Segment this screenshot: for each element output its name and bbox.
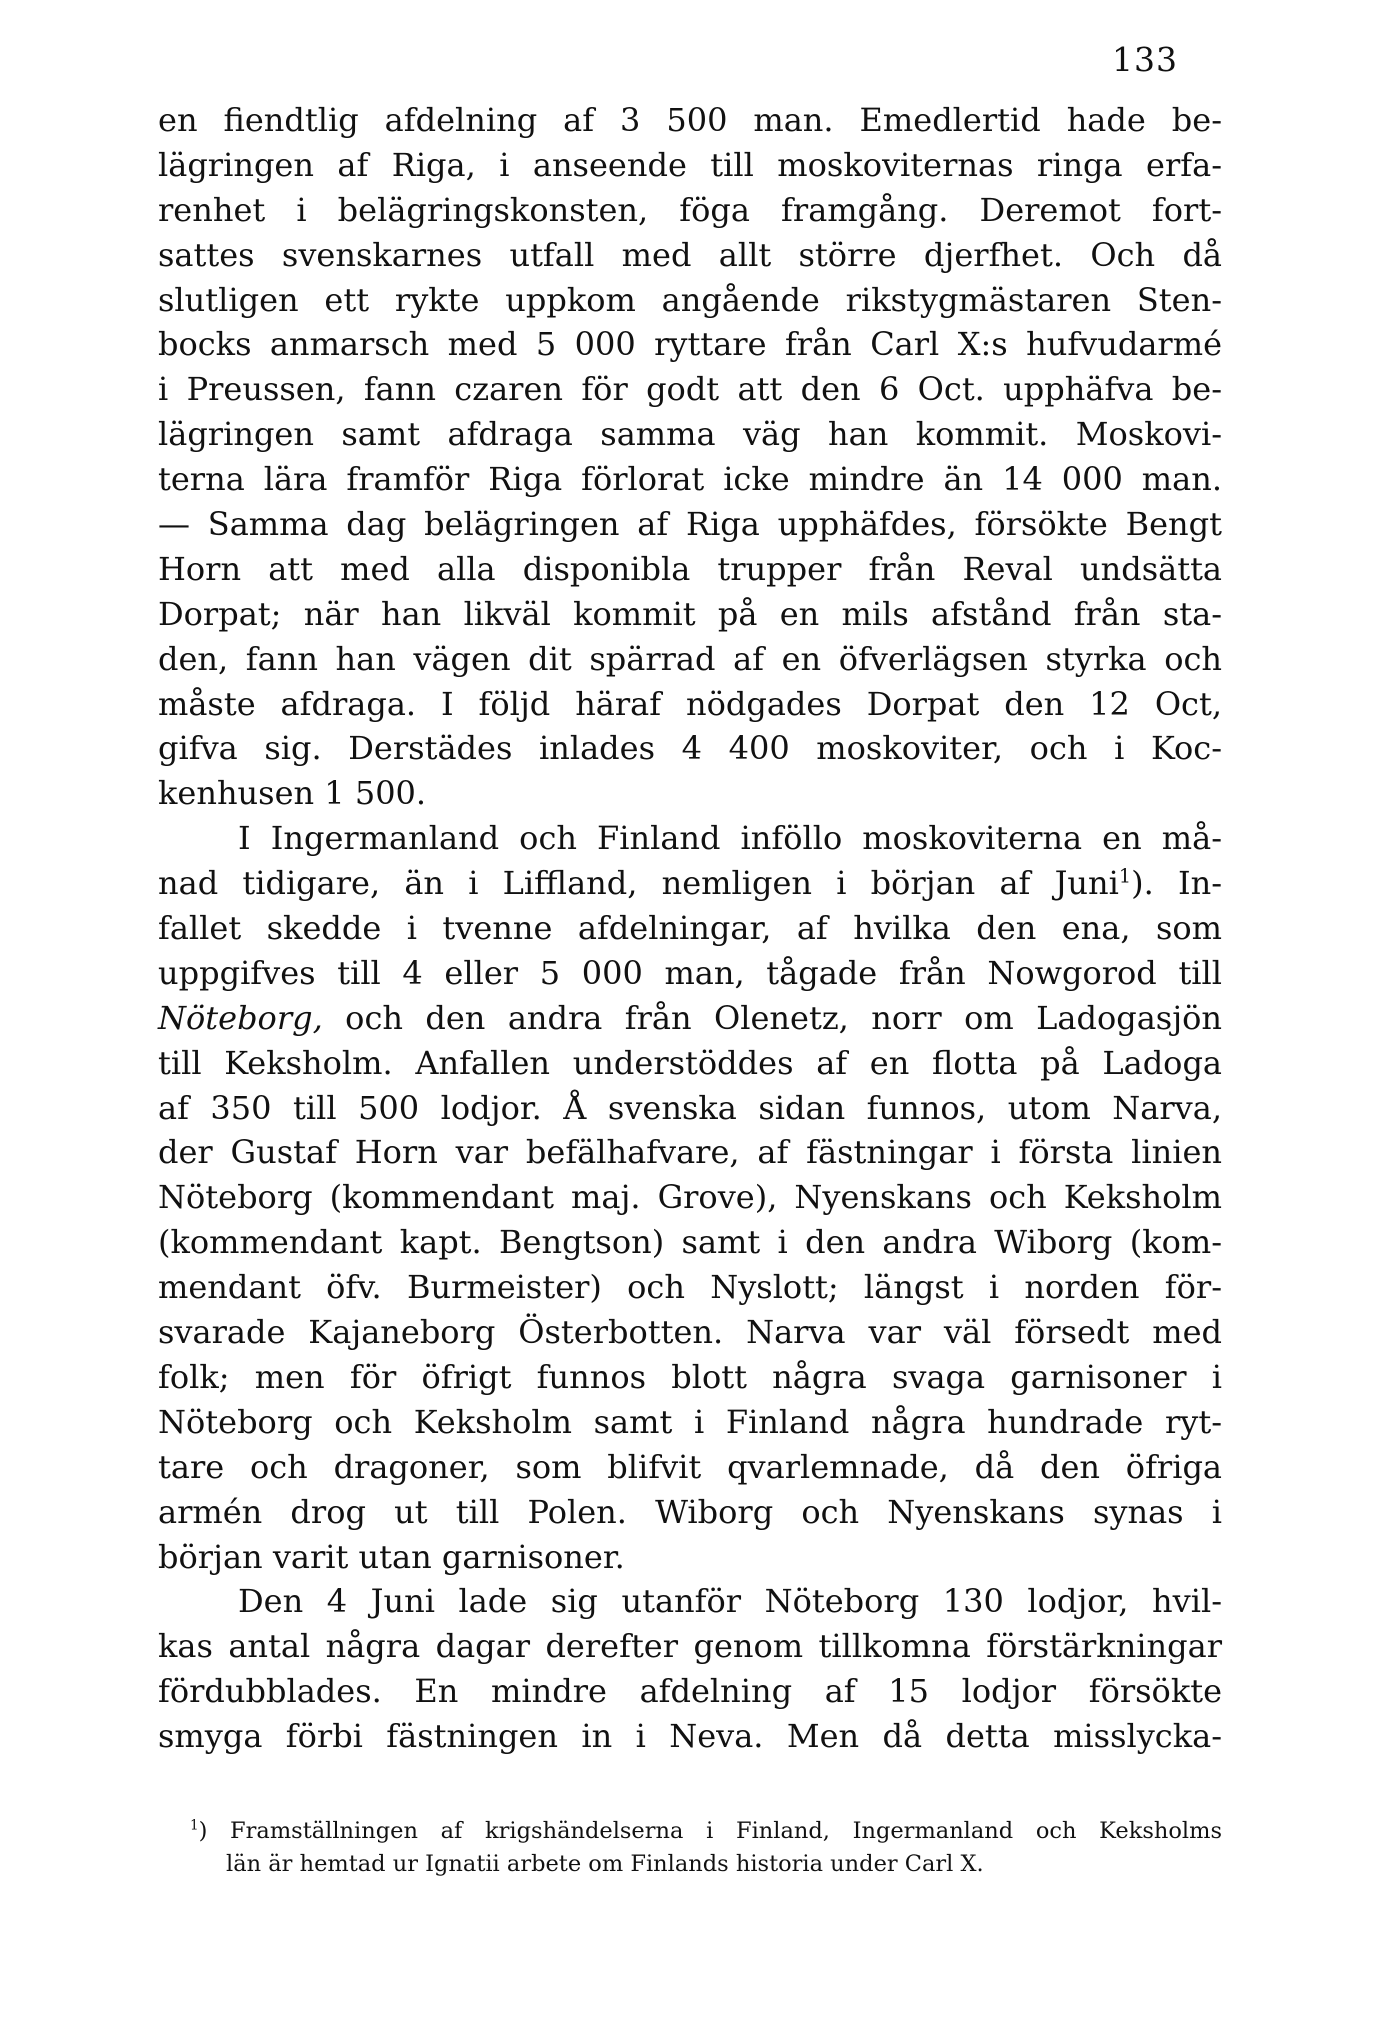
text-line: I Ingermanland och Finland inföllo moskoviterna en må- — [238, 819, 1222, 858]
text-line: Horn att med alla disponibla trupper från Reval undsätta — [158, 549, 1222, 588]
footnote-line — [190, 1815, 1222, 1848]
page-number: 133 — [1112, 40, 1178, 79]
italic-place-name: Nöteborg, — [158, 998, 323, 1037]
text-line: till Keksholm. Anfallen understöddes af en flotta på Ladoga — [158, 1043, 1222, 1082]
text-run: ). In- — [1131, 864, 1223, 903]
text-line: måste afdraga. I följd häraf nödgades Dorpat den 12 Oct, — [158, 684, 1222, 723]
footnote-line: län är hemtad ur Ignatii arbete om Finlands historia under Carl X. — [226, 1851, 984, 1877]
text-line: kas antal några dagar derefter genom tillkomna förstärkningar — [158, 1627, 1222, 1666]
text-line: Nöteborg (kommendant maj. Grove), Nyenskans och Keksholm — [158, 1178, 1222, 1217]
text-line: slutligen ett rykte uppkom angående rikstygmästaren Sten- — [158, 280, 1222, 319]
text-line: — Samma dag belägringen af Riga upphäfdes, försökte Bengt — [158, 505, 1222, 544]
footnotes — [190, 1815, 1222, 1881]
text-line: Den 4 Juni lade sig utanför Nöteborg 130 lodjor, hvil- — [238, 1582, 1222, 1621]
text-line: Nöteborg och Keksholm samt i Finland några hundrade ryt- — [158, 1402, 1222, 1441]
text-line: fallet skedde i tvenne afdelningar, af hvilka den ena, som — [158, 909, 1222, 948]
text-line: armén drog ut till Polen. Wiborg och Nyenskans synas i — [158, 1492, 1222, 1531]
text-line: terna lära framför Riga förlorat icke mindre än 14 000 man. — [158, 460, 1222, 499]
footnote-marker: 1 — [190, 1817, 199, 1834]
text-line — [158, 996, 1222, 1041]
text-line: folk; men för öfrigt funnos blott några svaga garnisoner i — [158, 1357, 1222, 1396]
text-line: kenhusen 1 500. — [158, 774, 427, 813]
text-line: en fiendtlig afdelning af 3 500 man. Emedlertid hade be- — [158, 101, 1222, 139]
text-line: gifva sig. Derstädes inlades 4 400 moskoviter, och i Koc- — [158, 729, 1222, 768]
text-line: af 350 till 500 lodjor. Å svenska sidan funnos, utom Narva, — [158, 1088, 1222, 1127]
text-run: och den andra från Olenetz, norr om Ladogasjön — [322, 998, 1222, 1037]
text-line: den, fann han vägen dit spärrad af en öfverlägsen styrka och — [158, 639, 1222, 678]
text-line: lägringen samt afdraga samma väg han kommit. Moskovi- — [158, 415, 1222, 454]
text-line: uppgifves till 4 eller 5 000 man, tågade från Nowgorod till — [158, 953, 1222, 992]
text-line: tare och dragoner, som blifvit qvarlemnade, då den öfriga — [158, 1447, 1222, 1486]
text-line: fördubblades. En mindre afdelning af 15 lodjor försökte — [158, 1672, 1222, 1711]
text-line: mendant öfv. Burmeister) och Nyslott; längst i norden för- — [158, 1268, 1222, 1307]
body-text — [158, 98, 1222, 1759]
text-line: bocks anmarsch med 5 000 ryttare från Carl X:s hufvudarmé — [158, 325, 1222, 364]
text-line: renhet i belägringskonsten, föga framgång. Deremot fort- — [158, 190, 1222, 229]
text-line: smyga förbi fästningen in i Neva. Men då detta misslycka- — [158, 1717, 1222, 1756]
text-line: Dorpat; när han likväl kommit på en mils afstånd från sta- — [158, 594, 1222, 633]
text-line: der Gustaf Horn var befälhafvare, af fästningar i första linien — [158, 1133, 1222, 1172]
text-line: svarade Kajaneborg Österbotten. Narva var väl försedt med — [158, 1313, 1222, 1352]
text-line-with-footnote-ref — [158, 861, 1222, 906]
text-line: (kommendant kapt. Bengtson) samt i den andra Wiborg (kom- — [158, 1223, 1222, 1262]
text-line: sattes svenskarnes utfall med allt större djerfhet. Och då — [158, 235, 1222, 274]
footnote-divider — [158, 1805, 1222, 1806]
footnote-text: ) Framställningen af krigshändelserna i Finland, Ingermanland och Keksholms — [198, 1818, 1222, 1844]
text-line: början varit utan garnisoner. — [158, 1537, 625, 1576]
footnote-reference: 1 — [1118, 864, 1132, 888]
text-line: i Preussen, fann czaren för godt att den 6 Oct. upphäfva be- — [158, 370, 1222, 409]
text-run: nad tidigare, än i Liffland, nemligen i början af Juni — [158, 864, 1119, 903]
text-line: lägringen af Riga, i anseende till moskoviternas ringa erfa- — [158, 145, 1222, 184]
